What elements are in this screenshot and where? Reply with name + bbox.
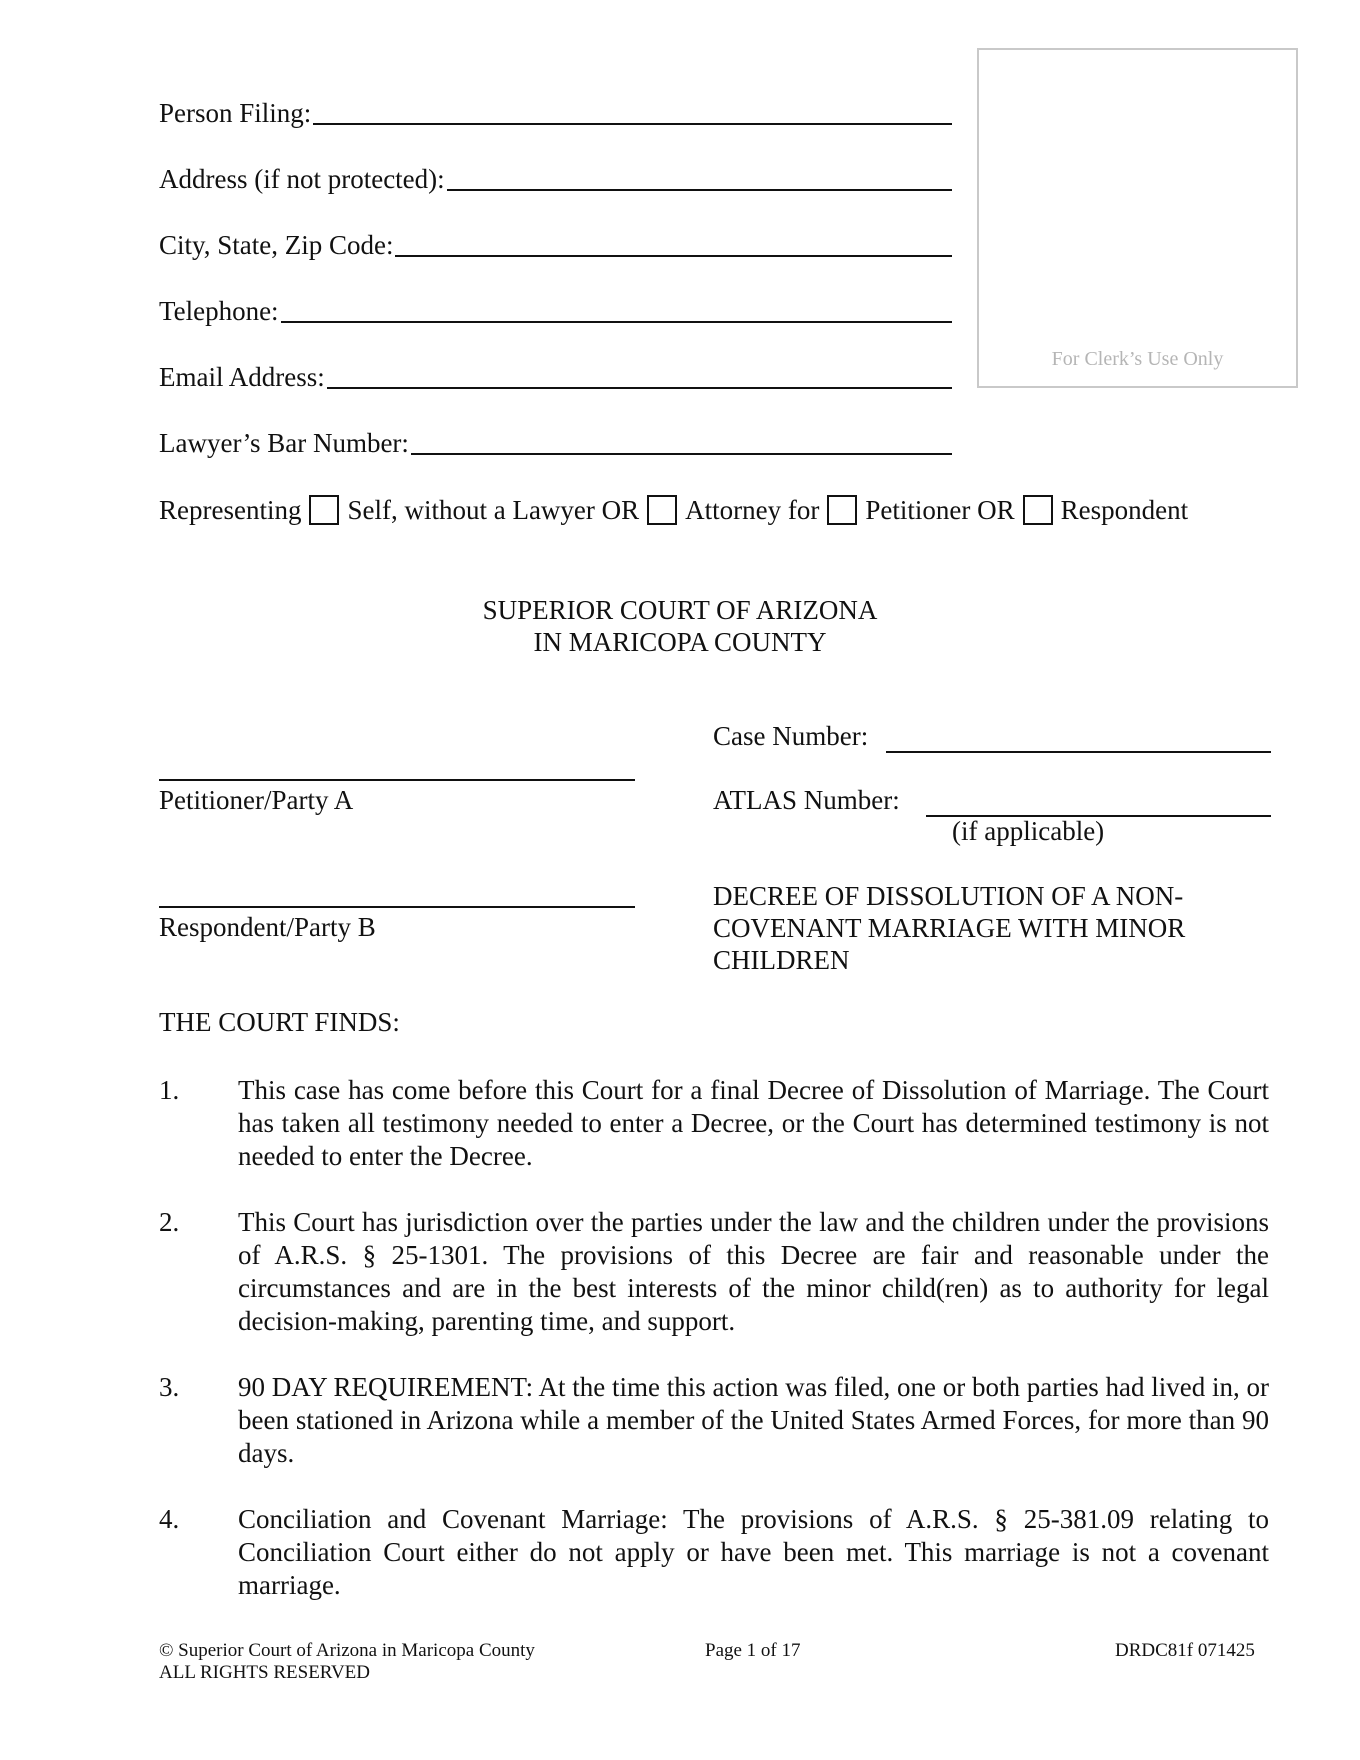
case-number-label: Case Number: (713, 721, 869, 751)
finding-number: 4. (159, 1504, 180, 1534)
petitioner-option-label: Petitioner OR (865, 495, 1015, 525)
footer-rights: ALL RIGHTS RESERVED (159, 1662, 370, 1683)
representing-row (159, 494, 1188, 526)
court-title-line2: IN MARICOPA COUNTY (533, 627, 827, 657)
telephone-label: Telephone: (159, 296, 279, 326)
respondent-line[interactable] (159, 906, 635, 908)
finding-item (159, 1206, 1269, 1338)
court-title-line1: SUPERIOR COURT OF ARIZONA (482, 595, 878, 625)
address-line[interactable] (447, 165, 952, 191)
telephone-line[interactable] (281, 297, 952, 323)
footer-copyright: © Superior Court of Arizona in Maricopa County (159, 1640, 535, 1661)
atlas-note: (if applicable) (952, 816, 1105, 846)
attorney-option-label: Attorney for (685, 495, 820, 525)
decree-title: DECREE OF DISSOLUTION OF A NON-COVENANT MARRIAGE WITH MINOR CHILDREN (713, 881, 1186, 975)
finding-text: 90 DAY REQUIREMENT: At the time this action was filed, one or both parties had lived in, or been stationed in Arizona while a member of the United States Armed Forces, for more than 90 days. (238, 1372, 1269, 1468)
petitioner-line[interactable] (159, 779, 635, 781)
finding-text: Conciliation and Covenant Marriage: The provisions of A.R.S. § 25-381.09 relating to Conciliation Court either do not apply or have been met. This marriage is not a covenant marriage. (238, 1504, 1269, 1600)
bar-number-label: Lawyer’s Bar Number: (159, 428, 409, 458)
address-field[interactable] (159, 163, 952, 195)
clerk-use-label: For Clerk’s Use Only (1051, 348, 1224, 370)
case-number-line[interactable] (886, 751, 1271, 753)
city-state-zip-label: City, State, Zip Code: (159, 230, 394, 260)
self-option-label: Self, without a Lawyer OR (347, 495, 640, 525)
respondent-option-label: Respondent (1060, 495, 1189, 525)
city-state-zip-line[interactable] (395, 231, 952, 257)
person-filing-field[interactable] (159, 97, 952, 129)
finding-number: 2. (159, 1207, 180, 1237)
petitioner-label: Petitioner/Party A (159, 785, 354, 815)
finding-item (159, 1074, 1269, 1173)
person-filing-label: Person Filing: (159, 98, 312, 128)
finding-item (159, 1503, 1269, 1602)
footer-page-number: Page 1 of 17 (705, 1640, 801, 1661)
respondent-checkbox[interactable] (1023, 495, 1053, 525)
city-state-zip-field[interactable] (159, 229, 952, 261)
attorney-checkbox[interactable] (647, 495, 677, 525)
email-line[interactable] (327, 363, 952, 389)
clerk-use-box (977, 48, 1298, 388)
address-label: Address (if not protected): (159, 164, 445, 194)
findings-heading: THE COURT FINDS: (159, 1007, 400, 1037)
respondent-label: Respondent/Party B (159, 912, 376, 942)
finding-text: This Court has jurisdiction over the parties under the law and the children under the provisions of A.R.S. § 25-1301. The provisions of this Decree are fair and reasonable under the circumstances and are in the best interests of the minor child(ren) as to authority for legal decision-making, parenting time, and support. (238, 1207, 1269, 1336)
atlas-number-label: ATLAS Number: (713, 785, 900, 815)
telephone-field[interactable] (159, 295, 952, 327)
person-filing-line[interactable] (313, 99, 952, 125)
petitioner-checkbox[interactable] (827, 495, 857, 525)
finding-number: 3. (159, 1372, 180, 1402)
finding-number: 1. (159, 1075, 180, 1105)
finding-item (159, 1371, 1269, 1470)
court-title (0, 594, 1360, 658)
representing-label: Representing (159, 495, 302, 525)
self-checkbox[interactable] (309, 495, 339, 525)
finding-text: This case has come before this Court for a final Decree of Dissolution of Marriage. The Court has taken all testimony needed to enter a Decree, or the Court has determined testimony is not needed to enter the Decree. (238, 1075, 1269, 1171)
email-label: Email Address: (159, 362, 325, 392)
bar-number-field[interactable] (159, 427, 952, 459)
bar-number-line[interactable] (411, 429, 952, 455)
email-field[interactable] (159, 361, 952, 393)
footer-form-code: DRDC81f 071425 (1115, 1640, 1255, 1661)
